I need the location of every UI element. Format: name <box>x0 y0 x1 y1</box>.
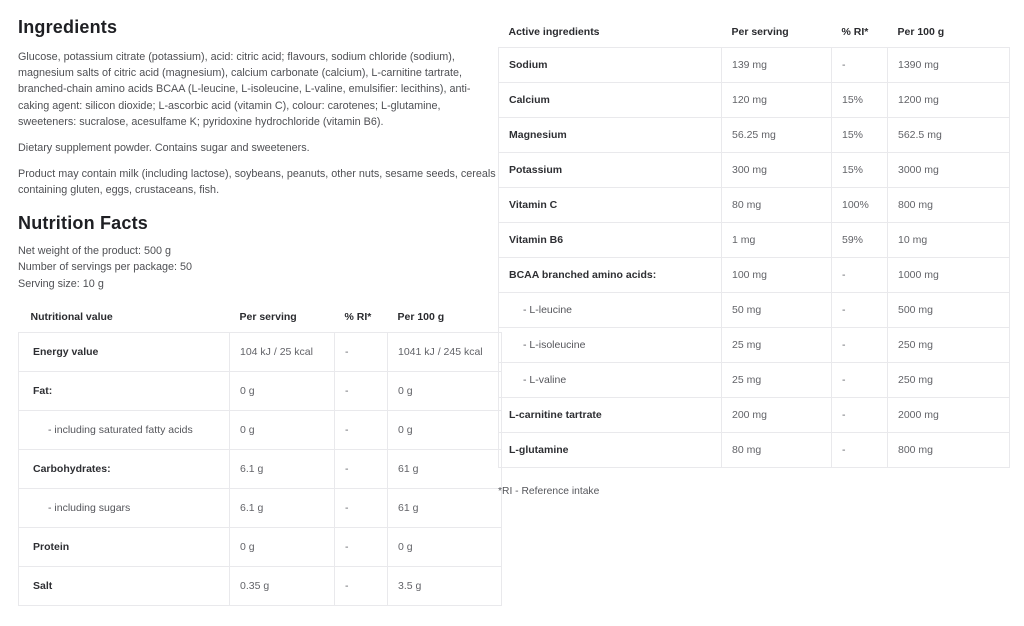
per-100g-value: 1200 mg <box>888 83 1010 118</box>
table-row <box>499 83 1010 118</box>
per-100g-value: 250 mg <box>888 363 1010 398</box>
per-100g-value: 0 g <box>388 528 502 567</box>
ri-value: - <box>335 528 388 567</box>
ri-value: - <box>832 398 888 433</box>
column-header: % RI* <box>841 26 869 38</box>
ri-value: 100% <box>832 188 888 223</box>
supplement-note-paragraph: Dietary supplement powder. Contains sugar and sweeteners. <box>18 142 310 155</box>
servings-per-package-line: Number of servings per package: 50 <box>18 261 193 274</box>
per-serving-value: 6.1 g <box>230 489 335 528</box>
per-100g-value: 1000 mg <box>888 258 1010 293</box>
row-label: - L-isoleucine <box>499 328 722 363</box>
table-row <box>19 333 502 372</box>
table-row <box>19 489 502 528</box>
per-serving-value: 300 mg <box>722 153 832 188</box>
ri-value: - <box>335 411 388 450</box>
ri-value: - <box>832 433 888 468</box>
table-row <box>499 328 1010 363</box>
row-label: Potassium <box>499 153 722 188</box>
table-row <box>19 411 502 450</box>
table-header-row <box>499 17 1010 48</box>
table-row <box>499 433 1010 468</box>
row-label: Magnesium <box>499 118 722 153</box>
per-100g-value: 0 g <box>388 411 502 450</box>
per-serving-value: 80 mg <box>722 188 832 223</box>
per-serving-value: 0 g <box>230 372 335 411</box>
active-ingredients-table <box>498 17 1010 468</box>
table-row <box>499 223 1010 258</box>
row-label: Salt <box>19 567 230 606</box>
column-header: % RI* <box>344 311 372 324</box>
table-row <box>19 528 502 567</box>
per-100g-value: 562.5 mg <box>888 118 1010 153</box>
per-100g-value: 0 g <box>388 372 502 411</box>
row-label: Sodium <box>499 48 722 83</box>
product-info-right-column <box>498 17 1009 497</box>
ri-footnote: *RI - Reference intake <box>498 486 600 497</box>
per-serving-value: 100 mg <box>722 258 832 293</box>
table-row <box>499 398 1010 433</box>
ri-value: 15% <box>832 153 888 188</box>
product-info-left-column <box>18 16 498 606</box>
row-label: Calcium <box>499 83 722 118</box>
per-100g-value: 3.5 g <box>388 567 502 606</box>
row-label: Vitamin B6 <box>499 223 722 258</box>
row-label: - including saturated fatty acids <box>19 411 230 450</box>
per-serving-value: 6.1 g <box>230 450 335 489</box>
per-100g-value: 500 mg <box>888 293 1010 328</box>
serving-size-line: Serving size: 10 g <box>18 277 104 290</box>
column-header: Per serving <box>731 26 789 38</box>
ri-value: - <box>832 328 888 363</box>
per-serving-value: 1 mg <box>722 223 832 258</box>
per-100g-value: 1390 mg <box>888 48 1010 83</box>
column-header: Per 100 g <box>897 26 945 38</box>
ri-value: 15% <box>832 118 888 153</box>
ri-value: - <box>832 293 888 328</box>
row-label: Fat: <box>19 372 230 411</box>
serving-info-block <box>18 243 498 293</box>
ri-value: - <box>832 48 888 83</box>
per-100g-value: 3000 mg <box>888 153 1010 188</box>
table-row <box>19 450 502 489</box>
per-100g-value: 800 mg <box>888 188 1010 223</box>
row-label: - including sugars <box>19 489 230 528</box>
per-serving-value: 200 mg <box>722 398 832 433</box>
per-100g-value: 800 mg <box>888 433 1010 468</box>
per-serving-value: 0 g <box>230 528 335 567</box>
ri-value: - <box>832 363 888 398</box>
per-serving-value: 56.25 mg <box>722 118 832 153</box>
per-100g-value: 2000 mg <box>888 398 1010 433</box>
table-row <box>499 293 1010 328</box>
table-row <box>499 48 1010 83</box>
table-row <box>499 153 1010 188</box>
per-serving-value: 0 g <box>230 411 335 450</box>
allergen-paragraph: Product may contain milk (including lactose), soybeans, peanuts, other nuts, sesame seeds, cereals containing gluten, eggs, crustaceans, fish. <box>18 168 496 197</box>
ri-value: - <box>335 567 388 606</box>
row-label: BCAA branched amino acids: <box>499 258 722 293</box>
ingredients-paragraph: Glucose, potassium citrate (potassium), acid: citric acid; flavours, sodium chloride (sodium), magnesium salts of citric acid (magnesium), calcium carbonate (calcium), L-carnitine tartrate, branched-chain amino acids BCAA (L-leucine, L-isoleucine, L-valine, emulsifier: lecithins), anti-caking agent: silicon dioxide; L-ascorbic acid (vitamin C), colour: carotenes; L-glutamine, sweeteners: sucralose, acesulfame K; pyridoxine hydrochloride (vitamin B6). <box>18 51 471 128</box>
row-label: - L-leucine <box>499 293 722 328</box>
column-header: Nutritional value <box>30 311 113 324</box>
row-label: Protein <box>19 528 230 567</box>
table-row <box>499 363 1010 398</box>
row-label: - L-valine <box>499 363 722 398</box>
row-label: L-glutamine <box>499 433 722 468</box>
ri-value: 15% <box>832 83 888 118</box>
column-header: Per serving <box>239 311 297 324</box>
column-header: Per 100 g <box>397 311 445 324</box>
per-100g-value: 10 mg <box>888 223 1010 258</box>
per-serving-value: 0.35 g <box>230 567 335 606</box>
column-header: Active ingredients <box>508 26 600 38</box>
table-row <box>499 188 1010 223</box>
nutritional-value-table <box>18 302 502 606</box>
per-100g-value: 61 g <box>388 489 502 528</box>
net-weight-line: Net weight of the product: 500 g <box>18 244 172 257</box>
per-100g-value: 250 mg <box>888 328 1010 363</box>
ri-value: - <box>335 489 388 528</box>
row-label: Vitamin C <box>499 188 722 223</box>
per-serving-value: 80 mg <box>722 433 832 468</box>
ingredients-title: Ingredients <box>18 17 118 37</box>
ri-value: - <box>335 450 388 489</box>
per-serving-value: 120 mg <box>722 83 832 118</box>
row-label: Energy value <box>19 333 230 372</box>
ri-value: - <box>832 258 888 293</box>
ri-value: - <box>335 333 388 372</box>
per-serving-value: 139 mg <box>722 48 832 83</box>
per-serving-value: 25 mg <box>722 328 832 363</box>
per-serving-value: 50 mg <box>722 293 832 328</box>
per-serving-value: 104 kJ / 25 kcal <box>230 333 335 372</box>
per-serving-value: 25 mg <box>722 363 832 398</box>
per-100g-value: 61 g <box>388 450 502 489</box>
table-row <box>499 118 1010 153</box>
per-100g-value: 1041 kJ / 245 kcal <box>388 333 502 372</box>
nutrition-facts-title: Nutrition Facts <box>18 212 149 233</box>
ri-value: - <box>335 372 388 411</box>
table-row <box>499 258 1010 293</box>
row-label: Carbohydrates: <box>19 450 230 489</box>
table-row <box>19 567 502 606</box>
table-header-row <box>19 302 502 333</box>
ri-value: 59% <box>832 223 888 258</box>
table-row <box>19 372 502 411</box>
row-label: L-carnitine tartrate <box>499 398 722 433</box>
